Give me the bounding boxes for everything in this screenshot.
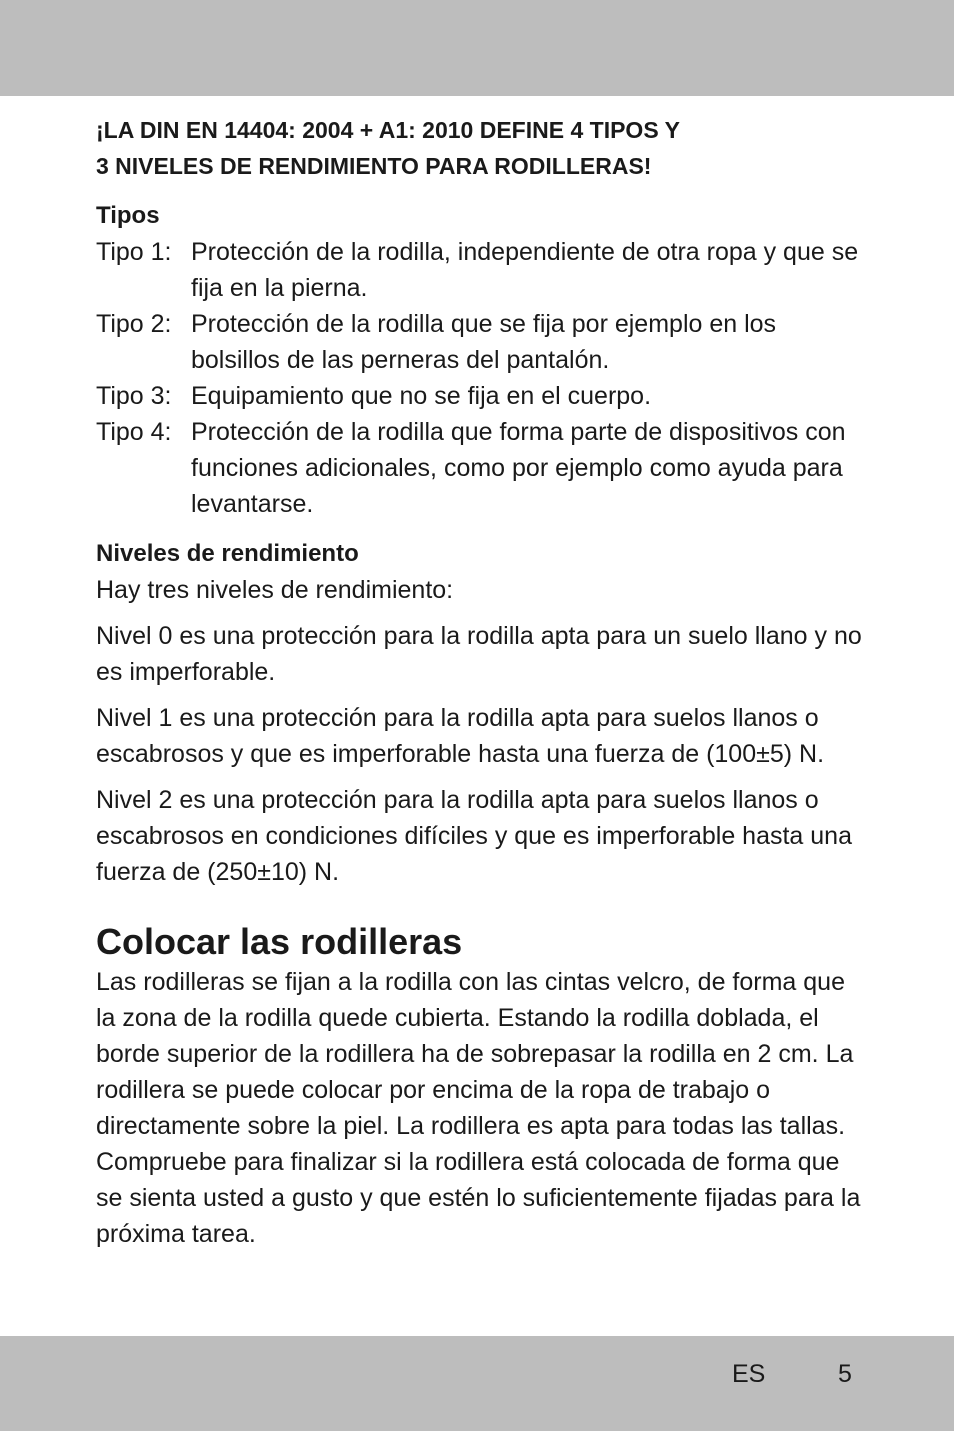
fitting-body: Las rodilleras se fijan a la rodilla con las cintas velcro, de forma que la zona de la rodilla quede cubierta. Estando la rodilla doblada, el borde superior de la rodillera ha de sobrepasar la rodilla en 2 cm. La rodillera se puede colocar por encima de la ropa de trabajo o directamente sobre la piel. La rodillera es apta para todas las tallas. Compruebe para finalizar si la rodillera está colocada de forma que se sienta usted a gusto y que estén lo suficientemente fijadas para la próxima tarea. — [96, 968, 861, 1248]
type-description: Protección de la rodilla, independiente de otra ropa y que se fija en la pierna. — [191, 238, 859, 302]
din-warning — [96, 112, 866, 184]
levels-intro: Hay tres niveles de rendimiento: — [96, 576, 454, 604]
footer-language: ES — [732, 1360, 766, 1388]
type-label: Tipo 3: — [96, 382, 172, 410]
level-0-text: Nivel 0 es una protección para la rodilla apta para un suelo llano y no es imperforable. — [96, 622, 862, 686]
header-band — [0, 0, 954, 96]
footer-band — [0, 1336, 954, 1431]
din-warning-line2: 3 NIVELES DE RENDIMIENTO PARA RODILLERAS! — [96, 153, 652, 179]
levels-heading: Niveles de rendimiento — [96, 540, 359, 567]
din-warning-line1: ¡LA DIN EN 14404: 2004 + A1: 2010 DEFINE 4 TIPOS Y — [96, 117, 680, 143]
type-item — [96, 414, 866, 522]
type-item — [96, 234, 866, 306]
fitting-title: Colocar las rodilleras — [96, 921, 463, 962]
type-item — [96, 306, 866, 378]
page-number: 5 — [838, 1360, 852, 1388]
type-description: Equipamiento que no se fija en el cuerpo. — [191, 382, 652, 410]
type-description: Protección de la rodilla que forma parte de dispositivos con funciones adicionales, como por ejemplo como ayuda para levantarse. — [191, 418, 846, 518]
page-content — [96, 112, 866, 1252]
types-heading: Tipos — [96, 202, 160, 229]
type-label: Tipo 2: — [96, 310, 172, 338]
type-label: Tipo 4: — [96, 418, 172, 446]
type-label: Tipo 1: — [96, 238, 172, 266]
level-1-text: Nivel 1 es una protección para la rodilla apta para suelos llanos o escabrosos y que es imperforable hasta una fuerza de (100±5) N. — [96, 704, 825, 768]
type-item — [96, 378, 866, 414]
level-2-text: Nivel 2 es una protección para la rodilla apta para suelos llanos o escabrosos en condiciones difíciles y que es imperforable hasta una fuerza de (250±10) N. — [96, 786, 852, 886]
types-list — [96, 234, 866, 522]
type-description: Protección de la rodilla que se fija por ejemplo en los bolsillos de las perneras del pantalón. — [191, 310, 777, 374]
